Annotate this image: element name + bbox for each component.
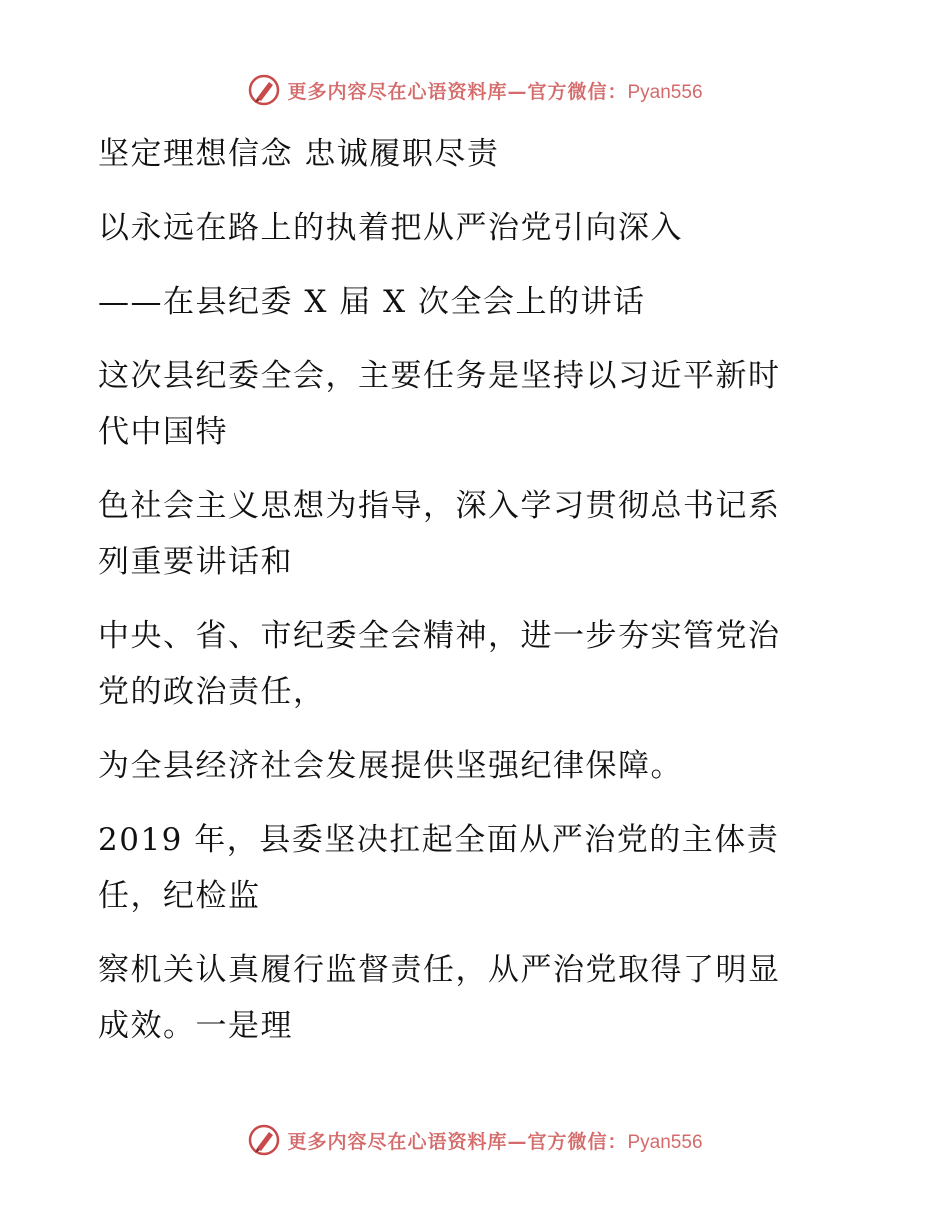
paragraph-line: 色社会主义思想为指导，深入学习贯彻总书记系 xyxy=(98,488,781,524)
watermark-label: 更多内容尽在心语资料库—官方微信：Pyan556 xyxy=(287,1130,703,1153)
document-title: 坚定理想信念 忠诚履职尽责 xyxy=(98,136,500,172)
watermark-label: 更多内容尽在心语资料库—官方微信：Pyan556 xyxy=(287,80,703,103)
paragraph-line: 党的政治责任， xyxy=(98,674,326,710)
document-subtitle: 以永远在路上的执着把从严治党引向深入 xyxy=(98,210,683,246)
paragraph-line: 代中国特 xyxy=(98,414,228,450)
pen-logo-icon xyxy=(247,1123,281,1157)
paragraph-line: 成效。一是理 xyxy=(98,1008,293,1044)
pen-logo-icon xyxy=(247,73,281,107)
paragraph-line: 任，纪检监 xyxy=(98,878,261,914)
paragraph-line: 列重要讲话和 xyxy=(98,544,293,580)
paragraph-line: 这次县纪委全会，主要任务是坚持以习近平新时 xyxy=(98,358,781,394)
paragraph-line: 中央、省、市纪委全会精神，进一步夯实管党治 xyxy=(98,618,781,654)
document-subtitle-occasion: ——在县纪委 X 届 X 次全会上的讲话 xyxy=(98,284,646,320)
paragraph-line: 察机关认真履行监督责任，从严治党取得了明显 xyxy=(98,952,781,988)
paragraph-line: 为全县经济社会发展提供坚强纪律保障。 xyxy=(98,748,683,784)
document-body xyxy=(98,118,838,1054)
footer-watermark xyxy=(0,1118,950,1162)
header-watermark xyxy=(0,68,950,112)
paragraph-line: 2019 年，县委坚决扛起全面从严治党的主体责 xyxy=(98,822,780,858)
